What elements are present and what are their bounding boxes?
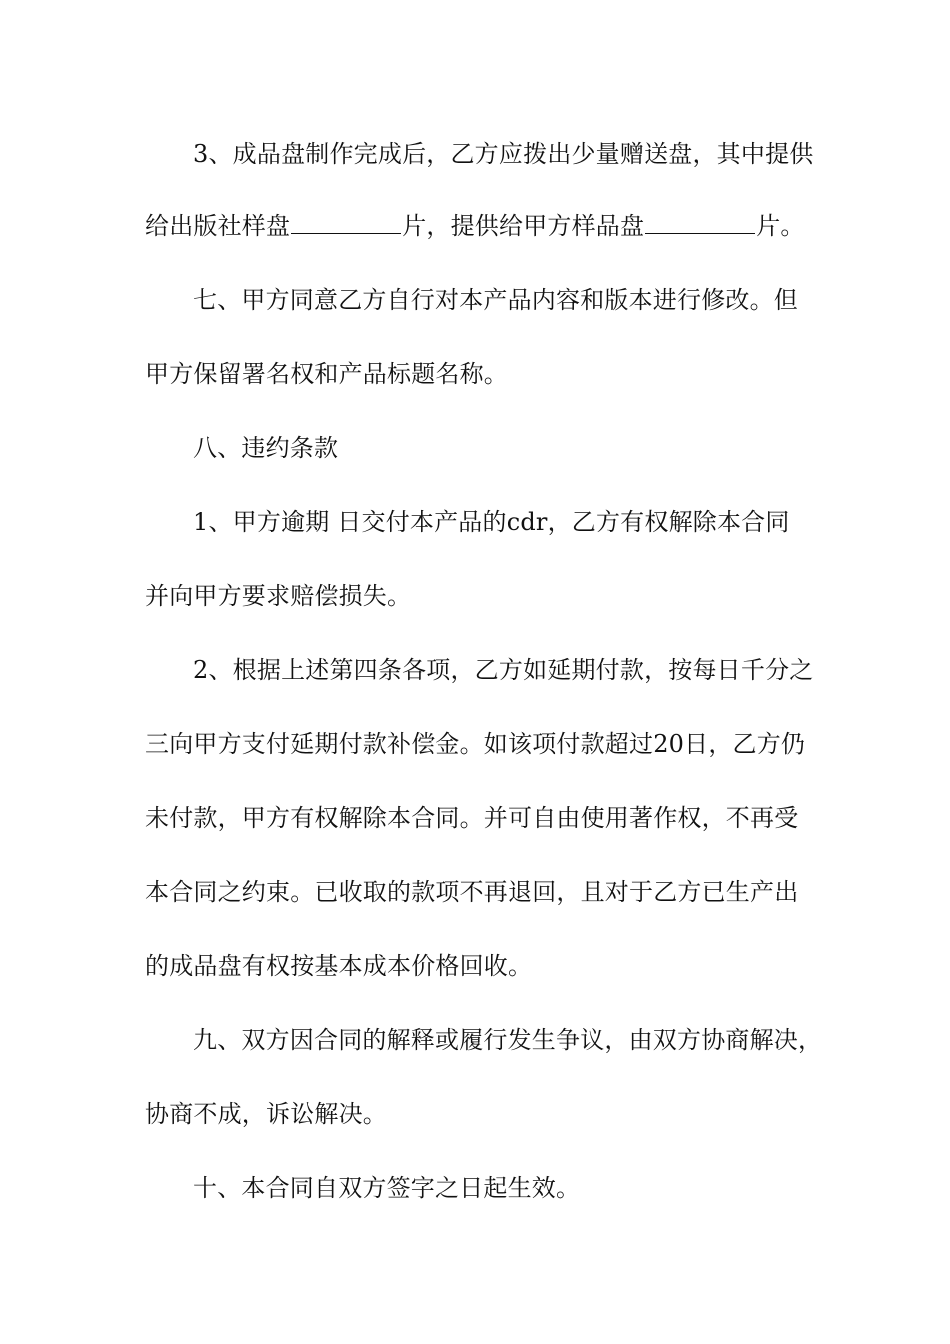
- paragraph-line: 三向甲方支付延期付款补偿金。如该项付款超过20日，乙方仍: [145, 730, 806, 758]
- paragraph-line: 协商不成，诉讼解决。: [145, 1100, 387, 1128]
- blank-field-publisher-count: [291, 211, 401, 234]
- paragraph-line: 七、甲方同意乙方自行对本产品内容和版本进行修改。但: [193, 286, 798, 314]
- sample-text-party-a: 片，提供给甲方样品盘: [402, 212, 645, 240]
- sample-text-publisher: 给出版社样盘: [145, 212, 291, 240]
- paragraph-line: 甲方保留署名权和产品标题名称。: [145, 360, 508, 388]
- paragraph-line: 3、成品盘制作完成后，乙方应拨出少量赠送盘，其中提供: [193, 140, 814, 168]
- paragraph-line: 的成品盘有权按基本成本价格回收。: [145, 952, 533, 980]
- section-heading: 八、违约条款: [193, 434, 339, 462]
- paragraph-line: 2、根据上述第四条各项，乙方如延期付款，按每日千分之: [193, 656, 814, 684]
- blank-field-party-a-count: [645, 211, 755, 234]
- paragraph-line: 九、双方因合同的解释或履行发生争议，由双方协商解决，: [193, 1026, 823, 1054]
- paragraph-line: 并向甲方要求赔偿损失。: [145, 582, 412, 610]
- sample-text-end: 片。: [756, 212, 805, 240]
- sample-disc-line: [145, 210, 815, 242]
- paragraph-line: 未付款，甲方有权解除本合同。并可自由使用著作权，不再受: [145, 804, 799, 832]
- paragraph-line: 1、甲方逾期 日交付本产品的cdr，乙方有权解除本合同: [193, 508, 790, 536]
- paragraph-line: 本合同之约束。已收取的款项不再退回，且对于乙方已生产出: [145, 878, 799, 906]
- paragraph-line: 十、本合同自双方签字之日起生效。: [193, 1174, 581, 1202]
